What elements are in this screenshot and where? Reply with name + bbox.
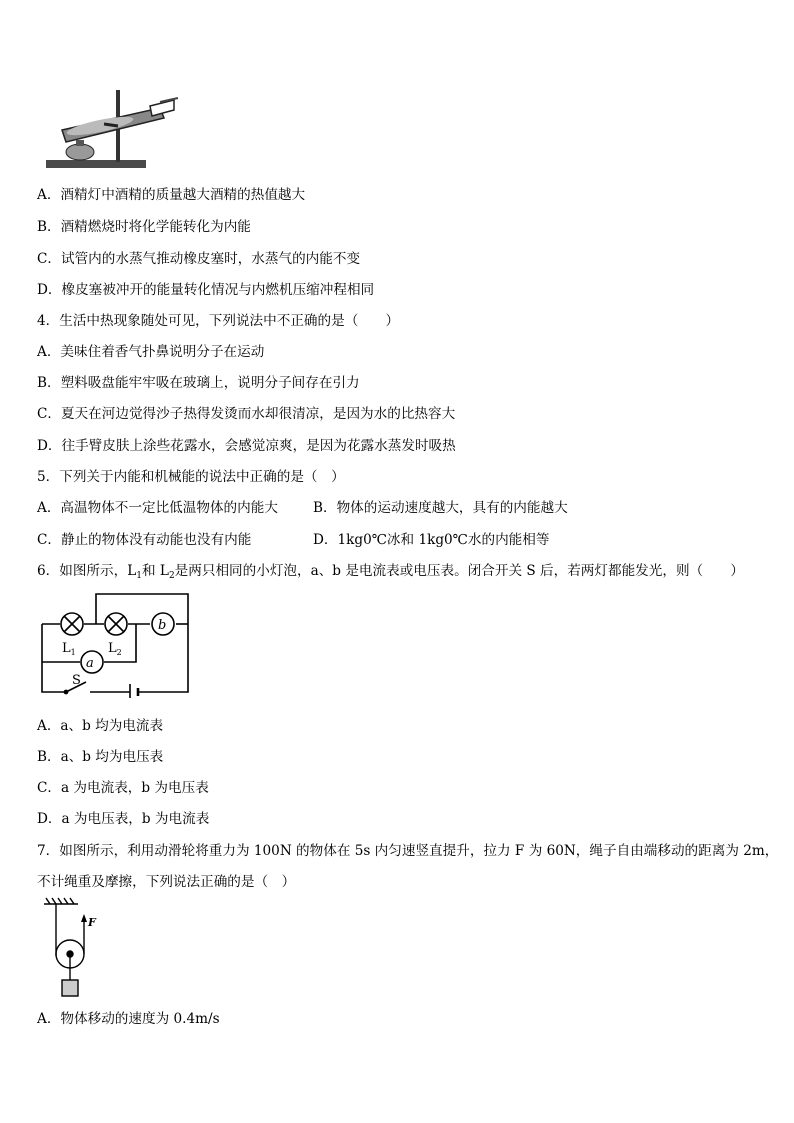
movable-pulley-figure [42, 896, 102, 1000]
circuit-diagram-figure [38, 592, 192, 698]
q5-option-a: A．高温物体不一定比低温物体的内能大 [37, 500, 278, 516]
q7-option-a: A．物体移动的速度为 0.4m/s [37, 1011, 220, 1027]
test-tube-heating-figure [40, 88, 180, 172]
q3-option-c: C．试管内的水蒸气推动橡皮塞时，水蒸气的内能不变 [37, 251, 361, 267]
q6-option-c: C．a 为电流表，b 为电压表 [37, 780, 209, 796]
q4-option-b: B．塑料吸盘能牢牢吸在玻璃上，说明分子间存在引力 [37, 375, 360, 391]
force-f-label: F [88, 916, 96, 929]
q4-option-a: A．美味住着香气扑鼻说明分子在运动 [37, 344, 265, 360]
q6-option-a: A．a、b 均为电流表 [37, 718, 164, 734]
q4-option-d: D．往手臂皮肤上涂些花露水，会感觉凉爽，是因为花露水蒸发时吸热 [37, 438, 456, 454]
switch-s-label: S [72, 673, 81, 688]
q7-stem-line2: 不计绳重及摩擦，下列说法正确的是（ ） [37, 874, 296, 890]
meter-a-label: a [86, 656, 94, 671]
q3-option-d: D．橡皮塞被冲开的能量转化情况与内燃机压缩冲程相同 [37, 282, 375, 298]
q4-stem: 4．生活中热现象随处可见，下列说法中不正确的是（ ） [37, 313, 400, 329]
q5-option-b: B．物体的运动速度越大，具有的内能越大 [313, 500, 568, 516]
q3-option-b: B．酒精燃烧时将化学能转化为内能 [37, 219, 251, 235]
meter-b-label: b [158, 618, 167, 633]
q3-option-a: A．酒精灯中酒精的质量越大酒精的热值越大 [37, 187, 306, 203]
q5-option-d: D．1kg0℃冰和 1kg0℃水的内能相等 [313, 532, 550, 548]
q6-option-d: D．a 为电压表，b 为电流表 [37, 811, 210, 827]
lamp-l1-label: $L_1$ [62, 641, 76, 657]
q6-option-b: B．a、b 均为电压表 [37, 749, 164, 765]
q7-stem-line1: 7．如图所示，利用动滑轮将重力为 100N 的物体在 5s 内匀速竖直提升，拉力 F 为 60N，绳子自由端移动的距离为 2m， [37, 843, 779, 859]
q5-stem: 5．下列关于内能和机械能的说法中正确的是（ ） [37, 469, 345, 485]
q4-option-c: C．夏天在河边觉得沙子热得发烫而水却很清凉，是因为水的比热容大 [37, 406, 456, 422]
q5-option-c: C．静止的物体没有动能也没有内能 [37, 532, 252, 548]
lamp-l2-label: $L_2$ [108, 641, 122, 657]
q6-stem: 6．如图所示，$L_1$和 $L_2$是两只相同的小灯泡，a、b 是电流表或电压表。闭合开关 S 后，若两灯都能发光，则（ ） [37, 563, 744, 581]
